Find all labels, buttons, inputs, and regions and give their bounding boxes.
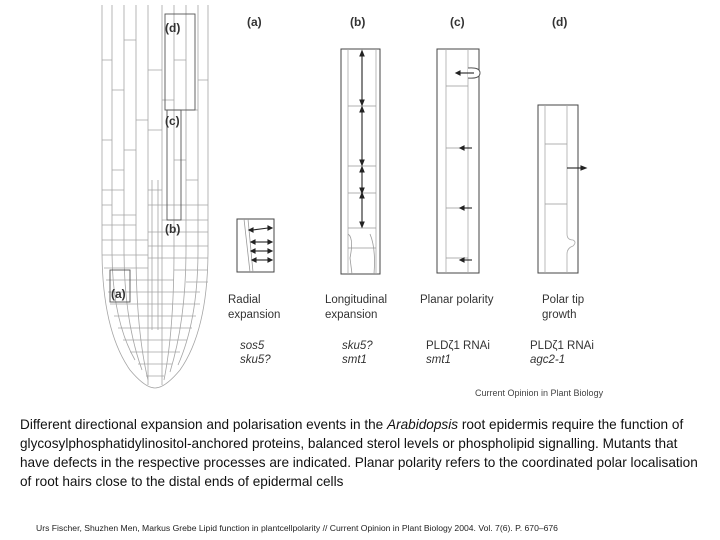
figure-caption bbox=[20, 415, 700, 491]
panel-c-gene-line2: smt1 bbox=[426, 354, 451, 366]
panel-b-diagram bbox=[340, 48, 382, 276]
panel-a-header: (a) bbox=[247, 15, 262, 29]
panel-d-diagram bbox=[537, 104, 597, 274]
panel-d-header: (d) bbox=[552, 15, 568, 29]
panel-d-gene-line1: PLDζ1 RNAi bbox=[530, 340, 594, 352]
citation: Urs Fischer, Shuzhen Men, Markus Grebe Lipid function in plantcellpolarity // Current Opinion in Plant Biology 2004. Vol. 7(6). P. 670–676 bbox=[36, 523, 558, 533]
root-diagram bbox=[90, 0, 210, 395]
panel-c-header: (c) bbox=[450, 15, 465, 29]
root-label-d: (d) bbox=[165, 21, 181, 35]
panel-d-caption: Polar tip growth bbox=[542, 294, 585, 321]
panel-c-diagram bbox=[436, 48, 486, 276]
caption-italic: Arabidopsis bbox=[387, 417, 459, 432]
caption-part1: Different directional expansion and polarisation events in the bbox=[20, 417, 388, 432]
panel-b-header: (b) bbox=[350, 15, 366, 29]
panel-b-genes: sku5? smt1 bbox=[342, 340, 373, 366]
panel-c-gene-line1: PLDζ1 RNAi bbox=[426, 340, 490, 352]
panel-a-diagram bbox=[236, 218, 276, 274]
panel-d-genes bbox=[530, 339, 594, 367]
caption-part2: root epidermis require the function of glycosylphosphatidylinositol-anchored proteins, balanced sterol levels or phospholipid signalling. Mutants that have defects in the respective processes are indicated. Planar polarity refers to the coordinated polar localisation of root hairs close to the distal ends of epidermal cells bbox=[20, 417, 698, 489]
panel-d-gene-line2: agc2-1 bbox=[530, 354, 566, 366]
panel-c-genes bbox=[426, 339, 490, 367]
root-label-b: (b) bbox=[165, 222, 181, 236]
root-label-a: (a) bbox=[111, 287, 126, 301]
panel-a-genes: sos5 sku5? bbox=[240, 340, 271, 366]
panel-a-caption: Radial expansion bbox=[228, 294, 281, 321]
root-label-c: (c) bbox=[165, 114, 180, 128]
journal-credit: Current Opinion in Plant Biology bbox=[475, 388, 604, 398]
panel-b-caption: Longitudinal expansion bbox=[325, 294, 388, 321]
panel-c-caption: Planar polarity bbox=[420, 294, 494, 306]
